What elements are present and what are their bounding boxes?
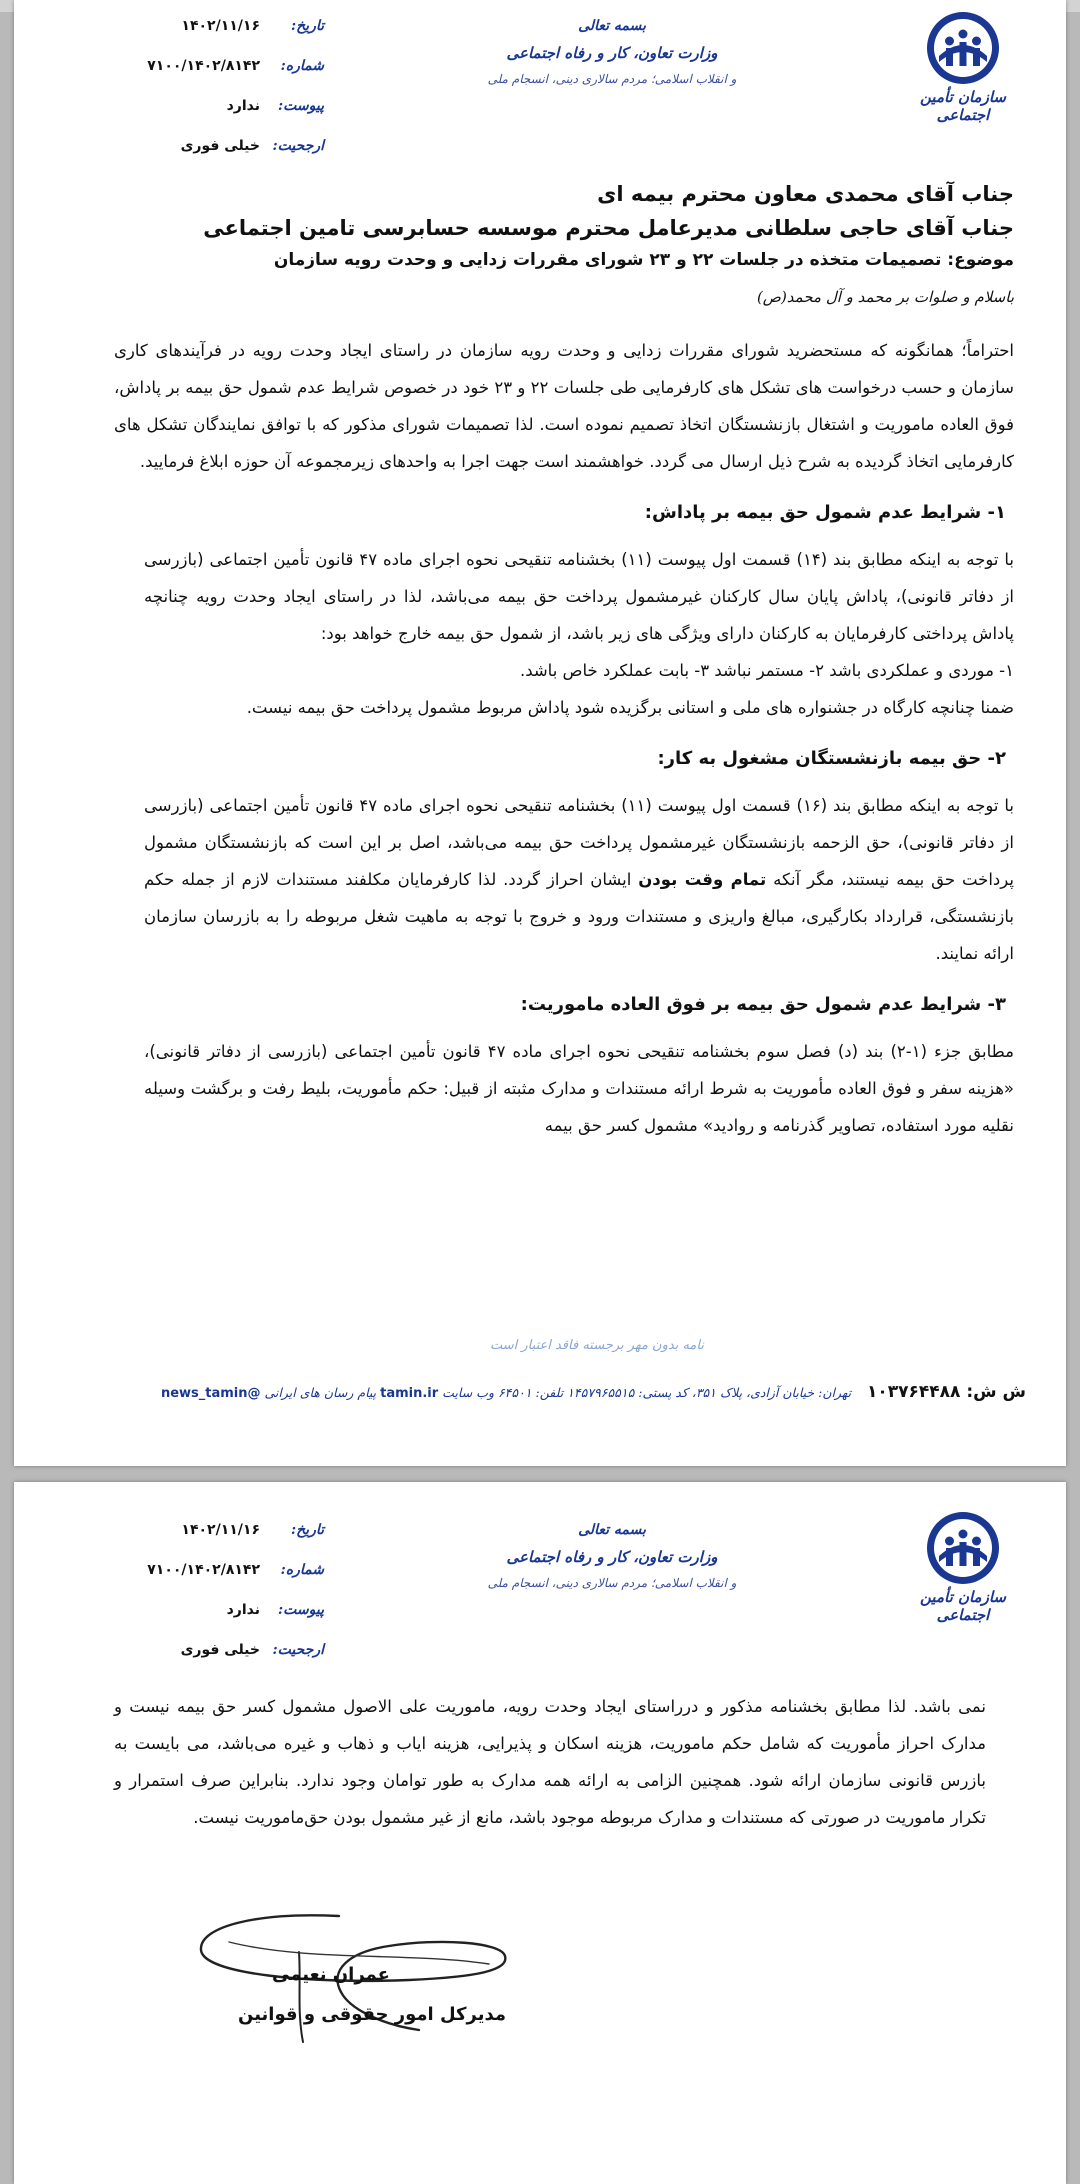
- letter-body: [94, 182, 1014, 1144]
- date-value-page-2: ۱۴۰۲/۱۱/۱۶: [181, 1522, 260, 1538]
- priority-value: خیلی فوری: [180, 138, 260, 154]
- bismillah-text: بسمه تعالی: [578, 18, 646, 34]
- letter-subject: موضوع: تصمیمات متخذه در جلسات ۲۲ و ۲۳ شورای مقررات زدایی و وحدت رویه سازمان: [273, 250, 1014, 270]
- section-1-note: ضمنا چنانچه کارگاه در جشنواره های ملی و استانی برگزیده شود پاداش مربوط مشمول پرداخت حق بیمه نیست.: [246, 698, 1014, 717]
- section-2-body: [144, 787, 1014, 972]
- section-1-body: با توجه به اینکه مطابق بند (۱۴) قسمت اول پیوست (۱۱) بخشنامه تنقیحی نحوه اجرای ماده ۴۷ قانون تأمین اجتماعی (بازرسی از دفاتر قانونی)، پاداش پایان سال کارکنان غیرمشمول پرداخت حق بیمه می‌باشد، لذا در راستای ایجاد وحدت رویه چنانچه پاداش پرداختی کارفرمایان به کارکنان دارای ویژگی های زیر باشد، از شمول حق بیمه خارج خواهد بود:: [144, 550, 1014, 643]
- number-label-page-2: شماره:: [280, 1562, 324, 1578]
- org-logo-page-2: [908, 1508, 1018, 1624]
- attachment-value: ندارد: [226, 98, 260, 114]
- signer-title: [238, 2004, 506, 2025]
- letter-meta: [144, 18, 324, 178]
- ministry-name-page-2: وزارت تعاون، کار و رفاه اجتماعی: [506, 1548, 718, 1566]
- org-logo: [908, 8, 1018, 124]
- footer-tracking-number: ش ش: ۱۰۳۷۶۴۴۸۸: [867, 1382, 1026, 1402]
- footer-handle[interactable]: @news_tamin: [160, 1386, 261, 1401]
- section-3-title: ۳- شرایط عدم شمول حق بیمه بر فوق العاده ماموریت:: [520, 994, 1006, 1015]
- year-slogan: و انقلاب اسلامی؛ مردم سالاری دینی، انسجام ملی: [487, 72, 737, 86]
- priority-value-page-2: خیلی فوری: [180, 1642, 260, 1658]
- signer-title-text: مدیرکل امور حقوقی و قوانین: [238, 2004, 507, 2025]
- section-3-body: مطابق جزء (۱-۲) بند (د) فصل سوم بخشنامه تنقیحی نحوه اجرای ماده ۴۷ قانون تأمین اجتماعی (بازرسی از دفاتر قانونی)، «هزینه سفر و فوق العاده مأموریت به شرط ارائه مستندات و مدارک مثبته از قبیل: حکم مأموریت، بلیط رفت و برگشت وسیله نقلیه مورد استفاده، تصاویر گذرنامه و روادید» مشمول کسر حق بیمه: [144, 1042, 1014, 1135]
- attachment-label: پیوست:: [278, 98, 324, 114]
- section-2-body-b: ایشان احراز گردد. لذا کارفرمایان مکلفند مستندات لازم از جمله حکم بازنشستگی، قرارداد بکارگیری، مبالغ واریزی و مستندات ورود و خروج با توجه به ماهیت شغل مربوطه را به بازرسان سازمان ارائه نمایند.: [144, 870, 1014, 963]
- tamin-logo-icon: [923, 1508, 1003, 1586]
- ministry-name: وزارت تعاون، کار و رفاه اجتماعی: [506, 44, 718, 62]
- emboss-stamp-note: نامه بدون مهر برجسته فاقد اعتبار است: [490, 1338, 704, 1353]
- intro-paragraph: احتراماً؛ همانگونه که مستحضرید شورای مقررات زدایی و وحدت رویه سازمان در راستای ایجاد وحدت رویه در فرآیندهای کاری سازمان و حسب درخواست های تشکل های کارفرمایی طی جلسات ۲۲ و ۲۳ خود در خصوص شرایط عدم شمول حق بیمه بر پاداش، فوق العاده ماموریت و اشتغال بازنشستگان اتخاذ تصمیم نموده است. لذا تصمیمات شورای مذکور که با توافق نمایندگان تشکل های کارفرمایی اتخاذ گردیده به شرح ذیل ارسال می گردد. خواهشمند است جهت اجرا به واحدهای زیرمجموعه آن حوزه ابلاغ فرمایید.: [114, 341, 1014, 471]
- priority-label-page-2: ارجحیت:: [272, 1642, 324, 1658]
- number-value-page-2: ۷۱۰۰/۱۴۰۲/۸۱۴۲: [147, 1562, 260, 1578]
- letter-page-1: [14, 0, 1066, 1466]
- section-3-continued: نمی باشد. لذا مطابق بخشنامه مذکور و درراستای ایجاد وحدت رویه، ماموریت علی الاصول مشمول کسر حق بیمه نیست و مدارک احراز مأموریت که شامل حکم ماموریت، هزینه اسکان و پذیرایی، هزینه ایاب و ذهاب و غیره می‌باشد، می بایست به بازرس قانونی سازمان ارائه شود. همچنین الزامی به ارائه همه مدارک به طور توامان وجود ندارد. بنابراین صرف استمرار و تکرار ماموریت در صورتی که مستندات و مدارک مربوطه موجود باشد، مانع از غیر مشمول بودن حق‌ماموریت نیست.: [114, 1697, 986, 1827]
- letterhead-center: [482, 18, 742, 86]
- recipient-1: جناب آقای محمدی معاون محترم بیمه ای: [597, 182, 1014, 206]
- letterhead-center-page-2: [482, 1522, 742, 1590]
- footer-website[interactable]: tamin.ir: [380, 1386, 439, 1401]
- date-label: تاریخ:: [290, 18, 324, 34]
- attachment-label-page-2: پیوست:: [278, 1602, 324, 1618]
- letter-meta-page-2: [144, 1522, 324, 1682]
- date-label-page-2: تاریخ:: [290, 1522, 324, 1538]
- tamin-logo-icon: [923, 8, 1003, 86]
- section-2-body-a: با توجه به اینکه مطابق بند (۱۶) قسمت اول پیوست (۱۱) بخشنامه تنقیحی نحوه اجرای ماده ۴۷ قانون تأمین اجتماعی (بازرسی از دفاتر قانونی)، حق الزحمه بازنشستگان غیرمشمول پرداخت حق بیمه می‌باشد، اصل بر این است که بازنشستگان مشمول پرداخت حق بیمه نیستند، مگر آنکه: [144, 796, 1014, 889]
- signer-name: [272, 1964, 390, 1985]
- section-2-bold: تمام وقت بودن: [638, 870, 767, 889]
- org-name: سازمان تأمین اجتماعی: [920, 88, 1006, 124]
- priority-label: ارجحیت:: [272, 138, 324, 154]
- attachment-value-page-2: ندارد: [226, 1602, 260, 1618]
- year-slogan-page-2: و انقلاب اسلامی؛ مردم سالاری دینی، انسجام ملی: [487, 1576, 737, 1590]
- section-1-list: ۱- موردی و عملکردی باشد ۲- مستمر نباشد ۳- بابت عملکرد خاص باشد.: [519, 661, 1014, 680]
- section-1-title: ۱- شرایط عدم شمول حق بیمه بر پاداش:: [644, 502, 1006, 523]
- greeting: باسلام و صلوات بر محمد و آل محمد(ص): [756, 288, 1014, 306]
- number-label: شماره:: [280, 58, 324, 74]
- footer-messenger: پیام رسان های ایرانی: [264, 1385, 377, 1400]
- recipient-2: جناب آقای حاجی سلطانی مدیرعامل محترم موسسه حسابرسی تامین اجتماعی: [203, 216, 1014, 240]
- section-2-title: ۲- حق بیمه بازنشستگان مشغول به کار:: [657, 748, 1006, 769]
- letter-page-2: [14, 1482, 1066, 2184]
- bismillah-text-page-2: بسمه تعالی: [578, 1522, 646, 1538]
- footer-address: تهران: خیابان آزادی، پلاک ۳۵۱، کد پستی: ۱۴۵۷۹۶۵۵۱۵ تلفن: ۶۴۵۰۱ وب سایت: [442, 1385, 852, 1400]
- page-footer: [161, 1382, 1026, 1402]
- date-value: ۱۴۰۲/۱۱/۱۶: [181, 18, 260, 34]
- letter-body-page-2: [114, 1688, 986, 1836]
- signer-name-text: عمران نعیمی: [272, 1964, 390, 1985]
- number-value: ۷۱۰۰/۱۴۰۲/۸۱۴۲: [147, 58, 260, 74]
- org-name-page-2: سازمان تأمین اجتماعی: [920, 1588, 1006, 1624]
